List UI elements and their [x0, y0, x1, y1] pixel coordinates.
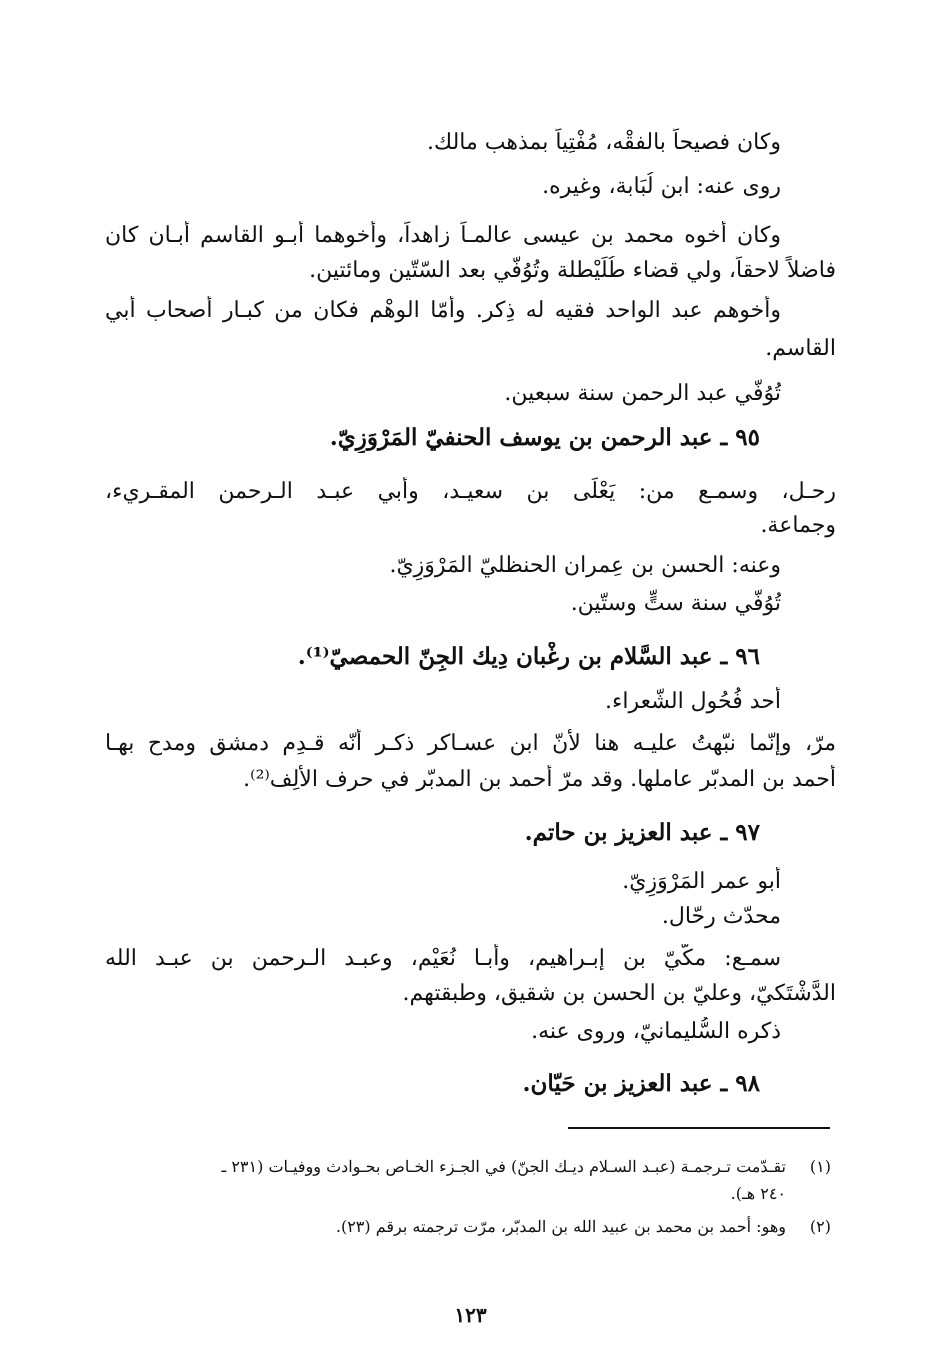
body-line-7: تُوُفّي عبد الرحمن سنة سبعين.	[504, 381, 781, 406]
body-line-6: القاسم.	[765, 336, 836, 361]
body-line-5: وأخوهم عبد الواحد فقيه له ذِكر. وأمّا الوهْم فكان من كبـار أصحاب أبي	[105, 298, 781, 323]
footnote-marker-2: (٢)	[809, 1217, 831, 1236]
footnote-2-line-1: وهو: أحمد بن محمد بن عبيد الله بن المدبّر، مرّت ترجمته برقم (٢٣).	[335, 1217, 786, 1236]
body-line-10: وجماعة.	[760, 513, 836, 538]
body-line-3: وكان أخوه محمد بن عيسى عالمـاً زاهداً، وأخوهما أبـو القاسم أبـان كان	[105, 223, 781, 248]
body-line-14: أحد فُحُول الشّعراء.	[605, 689, 781, 714]
body-line-15: مرّ، وإنّما نبّهتُ عليـه هنا لأنّ ابن عسـاكر ذكـر أنّه قـدِم دمشق ومدح بهـا	[105, 731, 836, 756]
body-line-9: رحـل، وسمـع من: يَعْلَى بن سعيـد، وأبي عبـد الـرحمن المقـريء،	[105, 479, 836, 504]
footnote-separator	[568, 1127, 830, 1129]
body-line-2: روى عنه: ابن لُبَابة، وغيره.	[542, 174, 781, 199]
body-line-22: ذكره السُّليمانيّ، وروى عنه.	[531, 1019, 781, 1044]
entry-heading-97: ٩٧ ـ عبد العزيز بن حاتم.	[524, 819, 760, 846]
body-line-18: أبو عمر المَرْوَزِيّ.	[622, 869, 781, 894]
body-line-4: فاضلاً لاحقاً، ولي قضاء طُلَيْطلة وتُوُفّي بعد السّتّين ومائتين.	[309, 258, 836, 283]
body-line-21: الدَّشْتَكيّ، وعليّ بن الحسن بن شقيق، وطبقتهم.	[402, 981, 836, 1006]
body-line-20: سمـع: مكّيّ بن إبـراهيم، وأبـا نُعَيْم، وعبـد الـرحمن بن عبـد الله	[105, 946, 781, 971]
body-line-11: وعنه: الحسن بن عِمران الحنظليّ المَرْوَزِيّ.	[389, 553, 781, 578]
footnote-1-line-2: ٢٤٠ هـ).	[730, 1184, 786, 1203]
footnote-marker-1: (١)	[809, 1157, 831, 1176]
body-line-16: أحمد بن المدبّر عاملها. وقد مرّ أحمد بن المدبّر في حرف الألِف⁽²⁾.	[243, 767, 836, 792]
body-line-19: محدّث رحّال.	[661, 904, 781, 929]
footnote-1-line-1: تقـدّمت تـرجمـة (عبـد السـلام ديـك الجنّ) في الجـزء الخـاص بحـوادث ووفيـات (٢٣١ ـ	[221, 1157, 786, 1176]
entry-heading-98: ٩٨ ـ عبد العزيز بن حَيّان.	[522, 1070, 760, 1097]
entry-heading-96: ٩٦ ـ عبد السَّلام بن رغْبان دِيك الجِنّ الحمصيّ⁽¹⁾.	[297, 643, 760, 670]
body-line-12: تُوُفّي سنة ستٍّ وستّين.	[570, 591, 781, 616]
entry-heading-95: ٩٥ ـ عبد الرحمن بن يوسف الحنفيّ المَرْوَزِيّ.	[329, 424, 760, 451]
body-line-1: وكان فصيحاً بالفقْه، مُفْتِياً بمذهب مالك.	[427, 130, 781, 155]
page-number: ١٢٣	[454, 1303, 487, 1327]
